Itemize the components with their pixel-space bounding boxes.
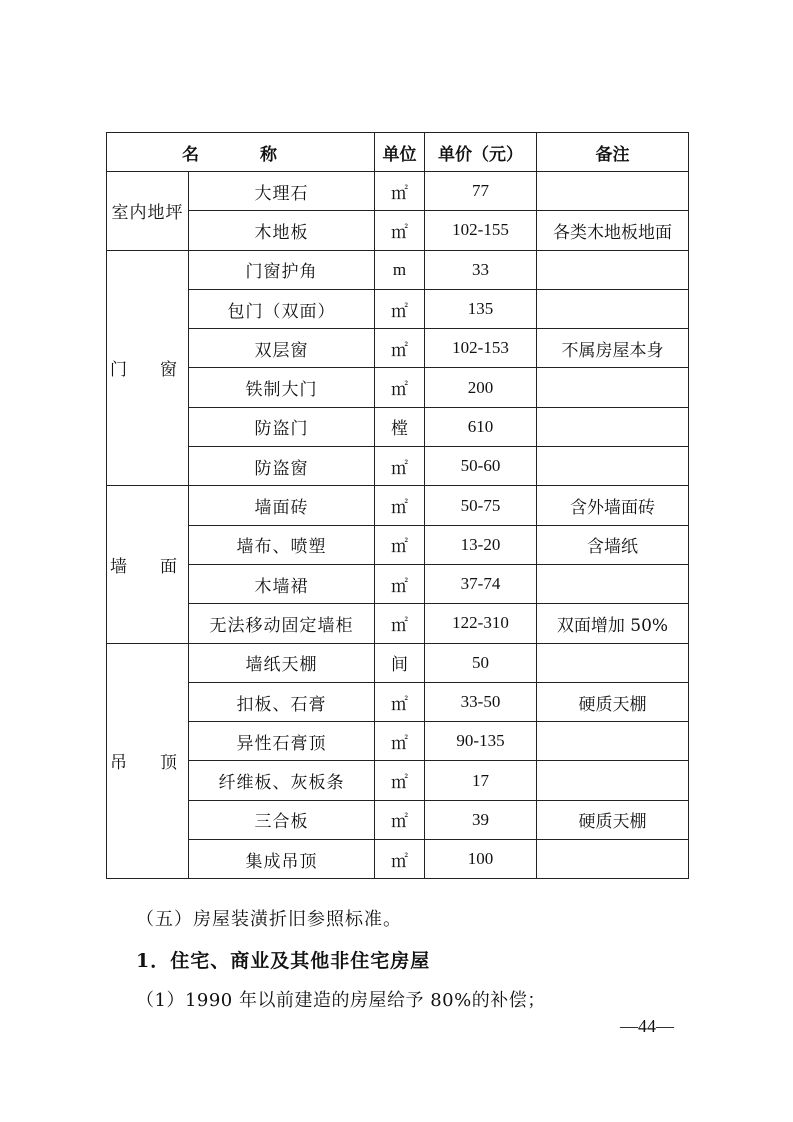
price-cell: 50 <box>425 643 537 682</box>
note-cell <box>537 564 689 603</box>
unit-cell: ㎡ <box>375 564 425 603</box>
unit-cell: ㎡ <box>375 840 425 879</box>
section-paragraph: （五）房屋装潢折旧参照标准。 <box>136 909 402 930</box>
item-cell: 门窗护角 <box>189 250 375 289</box>
price-cell: 33-50 <box>425 682 537 721</box>
unit-cell: ㎡ <box>375 604 425 643</box>
unit-cell: ㎡ <box>375 368 425 407</box>
unit-cell: ㎡ <box>375 682 425 721</box>
price-cell: 200 <box>425 368 537 407</box>
header-unit: 单位 <box>375 133 425 172</box>
price-cell: 102-155 <box>425 211 537 250</box>
price-cell: 39 <box>425 800 537 839</box>
price-cell: 13-20 <box>425 525 537 564</box>
unit-cell: ㎡ <box>375 486 425 525</box>
note-cell: 双面增加 50% <box>537 604 689 643</box>
note-cell <box>537 368 689 407</box>
table-row <box>107 643 689 682</box>
note-cell: 不属房屋本身 <box>537 329 689 368</box>
unit-cell: ㎡ <box>375 289 425 328</box>
note-cell <box>537 643 689 682</box>
clause-paragraph: （1）1990 年以前建造的房屋给予 80%的补偿； <box>136 990 546 1011</box>
price-cell: 17 <box>425 761 537 800</box>
price-table <box>106 132 689 879</box>
unit-cell: ㎡ <box>375 172 425 211</box>
item-cell: 双层窗 <box>189 329 375 368</box>
item-cell: 防盗门 <box>189 407 375 446</box>
unit-cell: ㎡ <box>375 761 425 800</box>
note-cell <box>537 840 689 879</box>
table-row <box>107 250 689 289</box>
unit-cell: 间 <box>375 643 425 682</box>
table-row <box>107 722 689 761</box>
item-cell: 包门（双面） <box>189 289 375 328</box>
table-row <box>107 486 689 525</box>
table-row <box>107 525 689 564</box>
item-cell: 大理石 <box>189 172 375 211</box>
table-row <box>107 329 689 368</box>
item-cell: 异性石膏顶 <box>189 722 375 761</box>
price-cell: 90-135 <box>425 722 537 761</box>
table-row <box>107 604 689 643</box>
unit-cell: ㎡ <box>375 447 425 486</box>
table-row <box>107 211 689 250</box>
price-cell: 102-153 <box>425 329 537 368</box>
category-cell: 门 窗 <box>107 250 189 486</box>
category-cell: 墙 面 <box>107 486 189 643</box>
item-cell: 纤维板、灰板条 <box>189 761 375 800</box>
table-row <box>107 368 689 407</box>
header-price: 单价（元） <box>425 133 537 172</box>
note-cell: 硬质天棚 <box>537 800 689 839</box>
category-cell: 室内地坪 <box>107 172 189 251</box>
price-cell: 37-74 <box>425 564 537 603</box>
note-cell <box>537 172 689 211</box>
note-cell: 各类木地板地面 <box>537 211 689 250</box>
table-row <box>107 761 689 800</box>
page-number: —44— <box>620 1016 674 1036</box>
price-cell: 33 <box>425 250 537 289</box>
price-cell: 122-310 <box>425 604 537 643</box>
note-cell <box>537 407 689 446</box>
price-cell: 50-75 <box>425 486 537 525</box>
price-cell: 135 <box>425 289 537 328</box>
table-row <box>107 564 689 603</box>
item-cell: 墙布、喷塑 <box>189 525 375 564</box>
item-cell: 防盗窗 <box>189 447 375 486</box>
price-cell: 77 <box>425 172 537 211</box>
unit-cell: ㎡ <box>375 329 425 368</box>
item-cell: 无法移动固定墙柜 <box>189 604 375 643</box>
table-row <box>107 447 689 486</box>
note-cell <box>537 722 689 761</box>
item-cell: 铁制大门 <box>189 368 375 407</box>
item-cell: 木墙裙 <box>189 564 375 603</box>
item-cell: 木地板 <box>189 211 375 250</box>
unit-cell: ㎡ <box>375 211 425 250</box>
note-cell: 含墙纸 <box>537 525 689 564</box>
table-row <box>107 407 689 446</box>
header-name: 名 称 <box>107 133 375 172</box>
item-cell: 墙面砖 <box>189 486 375 525</box>
table-row <box>107 840 689 879</box>
table-row <box>107 800 689 839</box>
section-heading: 1．住宅、商业及其他非住宅房屋 <box>136 950 431 972</box>
note-cell <box>537 289 689 328</box>
table-row <box>107 682 689 721</box>
table-header-row <box>107 133 689 172</box>
unit-cell: m <box>375 250 425 289</box>
note-cell <box>537 447 689 486</box>
unit-cell: 樘 <box>375 407 425 446</box>
item-cell: 墙纸天棚 <box>189 643 375 682</box>
item-cell: 三合板 <box>189 800 375 839</box>
unit-cell: ㎡ <box>375 800 425 839</box>
header-note: 备注 <box>537 133 689 172</box>
price-cell: 610 <box>425 407 537 446</box>
note-cell: 含外墙面砖 <box>537 486 689 525</box>
price-cell: 100 <box>425 840 537 879</box>
table-row <box>107 289 689 328</box>
table-row <box>107 172 689 211</box>
note-cell <box>537 761 689 800</box>
note-cell: 硬质天棚 <box>537 682 689 721</box>
unit-cell: ㎡ <box>375 722 425 761</box>
category-cell: 吊 顶 <box>107 643 189 879</box>
note-cell <box>537 250 689 289</box>
item-cell: 集成吊顶 <box>189 840 375 879</box>
item-cell: 扣板、石膏 <box>189 682 375 721</box>
price-cell: 50-60 <box>425 447 537 486</box>
unit-cell: ㎡ <box>375 525 425 564</box>
